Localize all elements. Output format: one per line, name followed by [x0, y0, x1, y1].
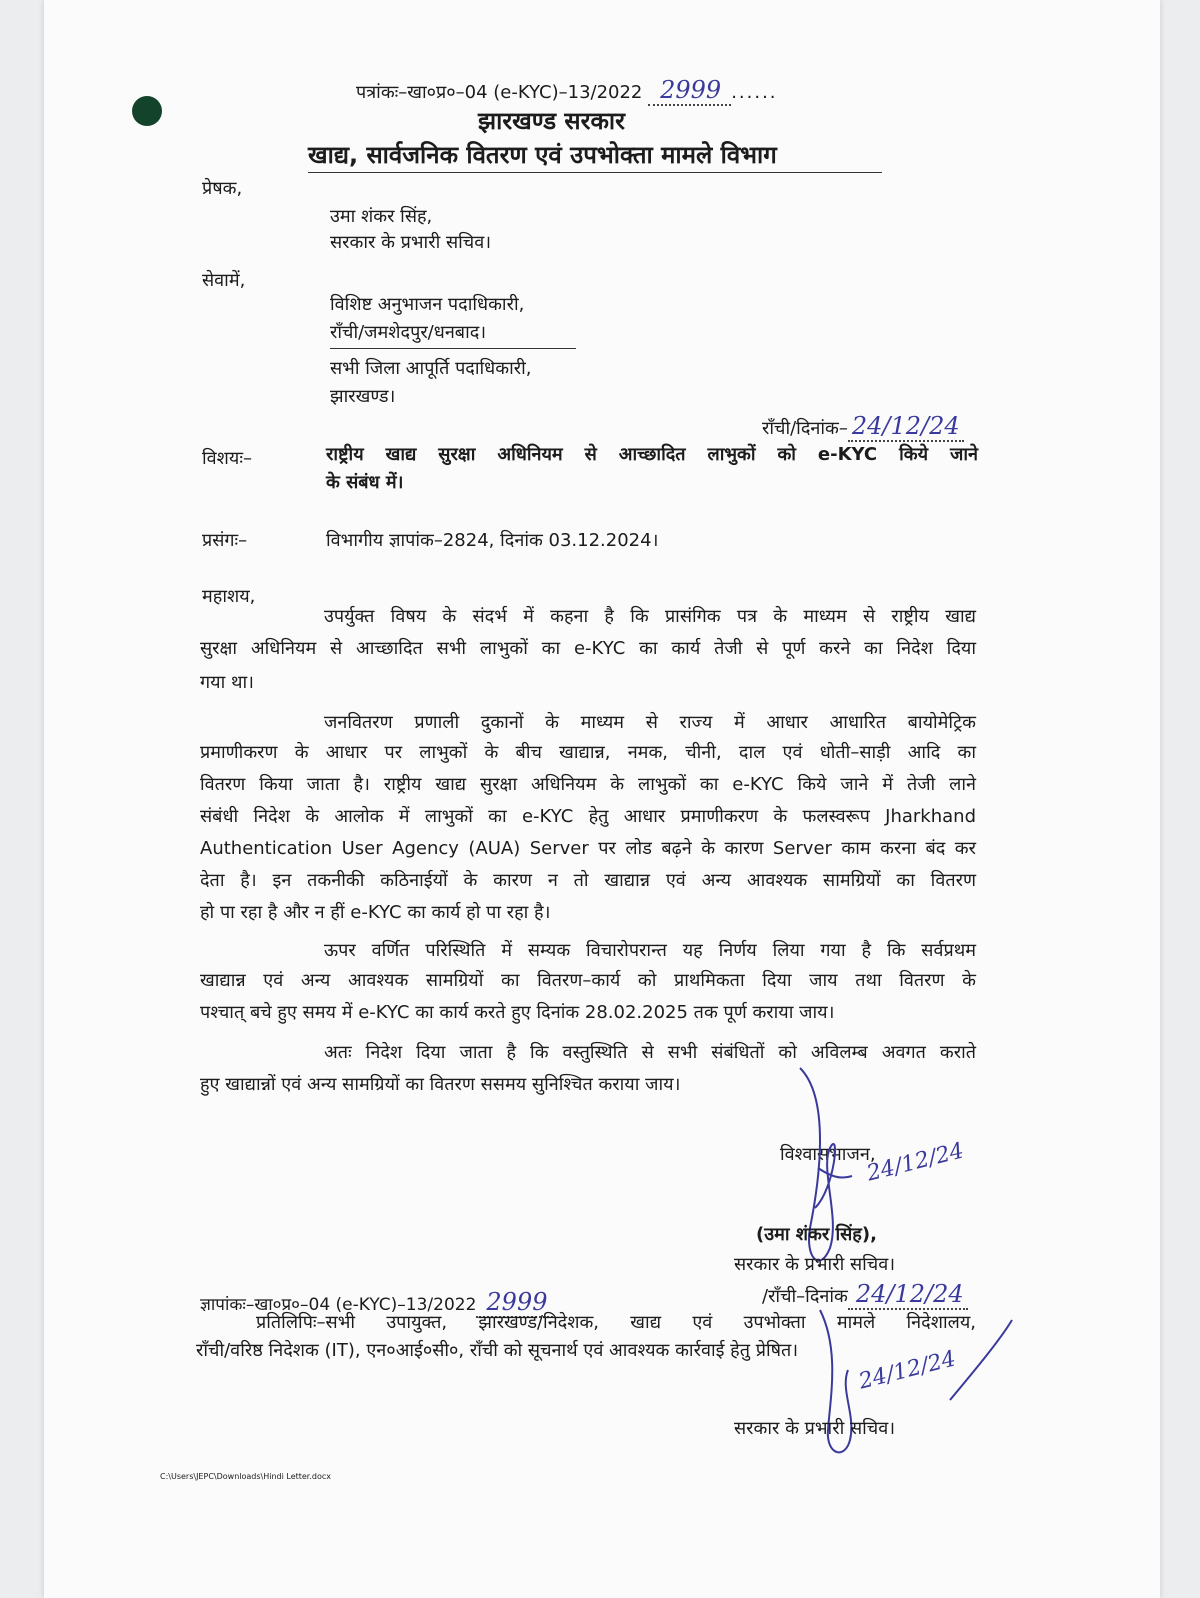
letter-date: [762, 412, 964, 440]
reference-handwritten: 2999: [648, 76, 731, 106]
signatory-designation: सरकार के प्रभारी सचिव।: [734, 1254, 896, 1275]
signatory-name: (उमा शंकर सिंह),: [756, 1224, 877, 1245]
sender-label: प्रेषक,: [202, 178, 243, 199]
para3-line-3: पश्चात् बचे हुए समय में e-KYC का कार्य करते हुए दिनांक 28.02.2025 तक पूर्ण कराया जाय।: [200, 1002, 835, 1023]
salutation: महाशय,: [202, 586, 256, 607]
copy-date-handwritten: 24/12/24: [848, 1280, 968, 1310]
copy-line-2: राँची/वरिष्ठ निदेशक (IT), एन०आई०सी०, राँची को सूचनार्थ एवं आवश्यक कार्रवाई हेतु प्रेषित।: [196, 1340, 799, 1361]
sender-name: उमा शंकर सिंह,: [330, 206, 433, 227]
second-signature-mark: [800, 1300, 1030, 1470]
copy-line-1: प्रतिलिपिः–सभी उपायुक्त, झारखण्ड/निदेशक, खाद्य एवं उपभोक्ता मामले निदेशालय,: [256, 1312, 976, 1333]
copy-date-label: /राँची–दिनांक: [762, 1286, 848, 1307]
memo-handwritten: 2999: [476, 1288, 553, 1318]
para2-line-6: देता है। इन तकनीकी कठिनाईयों के कारण न तो खाद्यान्न एवं अन्य आवश्यक सामग्रियों का वितरण: [200, 870, 976, 891]
para4-line-2: हुए खाद्यान्नों एवं अन्य सामग्रियों का वितरण ससमय सुनिश्चित कराया जाय।: [200, 1074, 681, 1095]
punch-hole-dot: [132, 96, 162, 126]
memo-number: ज्ञापांकः–खा०प्र०–04 (e-KYC)–13/2022: [200, 1295, 477, 1315]
date-handwritten: 24/12/24: [848, 412, 964, 442]
recipient-line-2: राँची/जमशेदपुर/धनबाद।: [330, 322, 487, 343]
para4-line-1: अतः निदेश दिया जाता है कि वस्तुस्थिति से सभी संबंधितों को अविलम्ब अवगत कराते: [324, 1042, 976, 1063]
date-label: राँची/दिनांक–: [762, 418, 848, 439]
file-path-footer: C:\Users\JEPC\Downloads\Hindi Letter.docx: [160, 1472, 332, 1481]
para1-line-3: गया था।: [200, 672, 254, 693]
reference-label: प्रसंगः–: [202, 530, 248, 551]
department-underline: [308, 172, 882, 173]
government-name: झारखण्ड सरकार: [478, 107, 625, 135]
recipient-label: सेवामें,: [202, 270, 246, 291]
letter-reference: पत्रांकः–खा०प्र०–04 (e-KYC)–13/2022 2999 ......: [356, 76, 778, 104]
department-name: खाद्य, सार्वजनिक वितरण एवं उपभोक्ता मामले विभाग: [308, 141, 777, 169]
sender-designation: सरकार के प्रभारी सचिव।: [330, 232, 492, 253]
para2-line-2: प्रमाणीकरण के आधार पर लाभुकों के बीच खाद्यान्न, नमक, चीनी, दाल एवं धोती–साड़ी आदि का: [200, 742, 976, 763]
para2-line-3: वितरण किया जाता है। राष्ट्रीय खाद्य सुरक्षा अधिनियम के लाभुकों का e-KYC किये जाने में तेजी लाने: [200, 774, 976, 795]
recipient-line-4: झारखण्ड।: [330, 386, 396, 407]
recipient-line-1: विशिष्ट अनुभाजन पदाधिकारी,: [330, 294, 525, 315]
para3-line-2: खाद्यान्न एवं अन्य आवश्यक सामग्रियों का वितरण–कार्य को प्राथमिकता दिया जाय तथा वितरण के: [200, 970, 976, 991]
para2-line-5: Authentication User Agency (AUA) Server पर लोड बढ़ने के कारण Server काम करना बंद कर: [200, 838, 976, 859]
second-signature-date: 24/12/24: [856, 1346, 959, 1395]
reference-number: पत्रांकः–खा०प्र०–04 (e-KYC)–13/2022: [356, 82, 643, 103]
closing-regards: विश्वासभाजन,: [780, 1144, 876, 1165]
para2-line-1: जनवितरण प्रणाली दुकानों के माध्यम से राज्य में आधार आधारित बायोमेट्रिक: [324, 712, 976, 733]
subject-line-1: राष्ट्रीय खाद्य सुरक्षा अधिनियम से आच्छादित लाभुकों को e-KYC किये जाने: [326, 444, 978, 465]
recipient-line-3: सभी जिला आपूर्ति पदाधिकारी,: [330, 358, 532, 379]
subject-label: विशयः–: [202, 448, 252, 469]
para1-line-1: उपर्युक्त विषय के संदर्भ में कहना है कि प्रासंगिक पत्र के माध्यम से राष्ट्रीय खाद्य: [324, 606, 976, 627]
copy-signatory-designation: सरकार के प्रभारी सचिव।: [734, 1418, 896, 1439]
para2-line-4: संबंधी निदेश के आलोक में लाभुकों का e-KYC हेतु आधार प्रमाणीकरण के फलस्वरूप Jharkhand: [200, 806, 976, 827]
recipient-divider: [330, 348, 576, 349]
signature-date: 24/12/24: [864, 1138, 967, 1187]
para1-line-2: सुरक्षा अधिनियम से आच्छादित सभी लाभुकों का e-KYC का कार्य तेजी से पूर्ण करने का निदेश दिया: [200, 638, 976, 659]
reference-text: विभागीय ज्ञापांक–2824, दिनांक 03.12.2024।: [326, 530, 659, 551]
para2-line-7: हो पा रहा है और न हीं e-KYC का कार्य हो पा रहा है।: [200, 902, 551, 923]
para3-line-1: ऊपर वर्णित परिस्थिति में सम्यक विचारोपरान्त यह निर्णय लिया गया है कि सर्वप्रथम: [324, 940, 976, 961]
subject-line-2: के संबंध में।: [326, 472, 404, 493]
